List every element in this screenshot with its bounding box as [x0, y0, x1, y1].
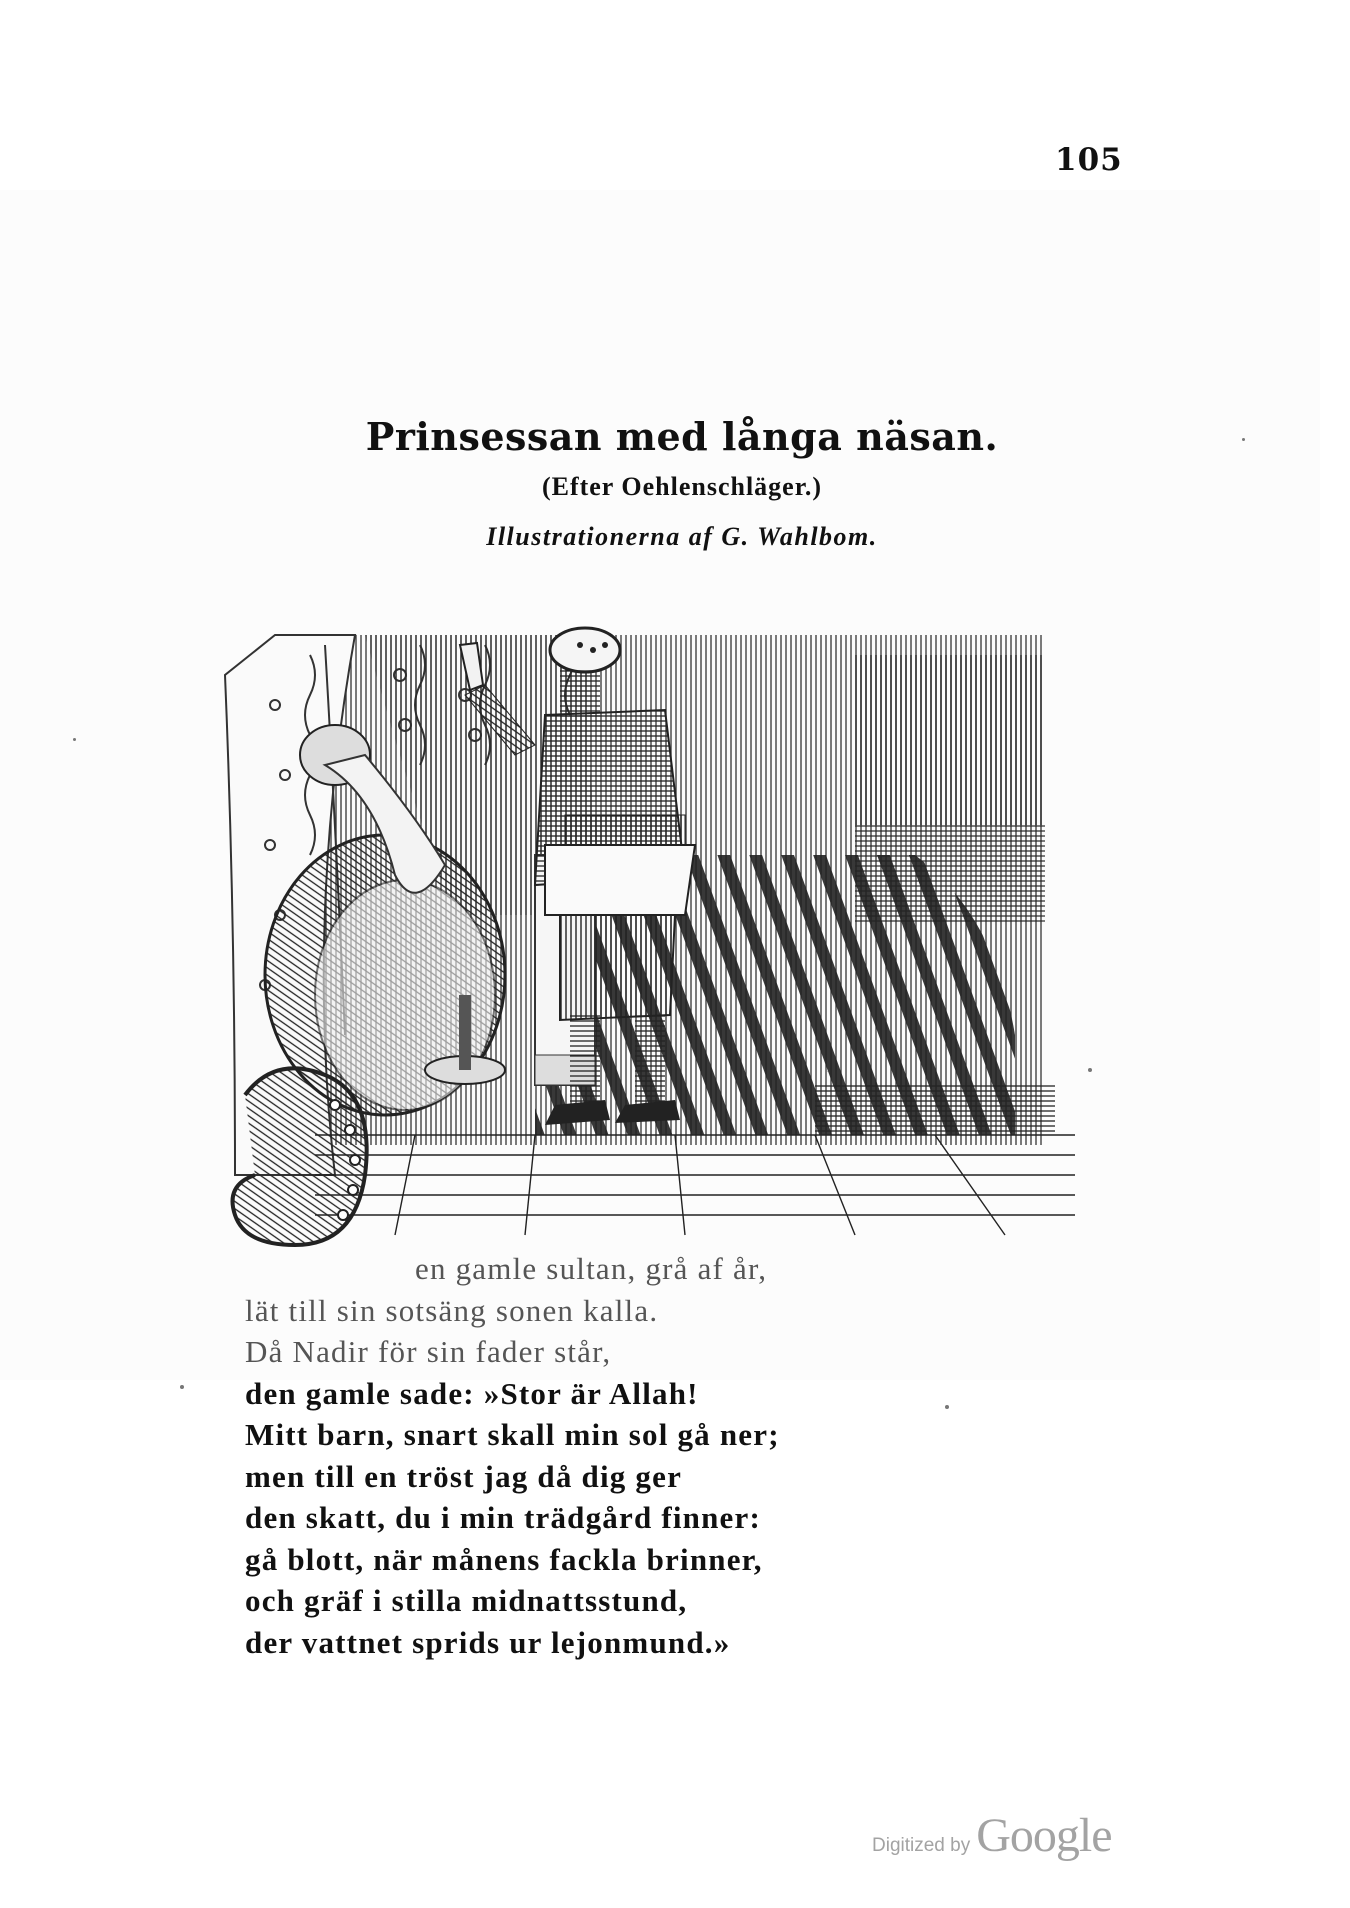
digitized-by-google-watermark — [872, 1808, 1112, 1863]
poem-stanza — [245, 1248, 780, 1663]
digitized-by-label: Digitized by — [872, 1835, 971, 1856]
poem-line: lät till sin sotsäng sonen kalla. — [245, 1292, 659, 1328]
poem-line: en gamle sultan, grå af år, — [415, 1251, 768, 1286]
woodcut-illustration — [215, 615, 1075, 1255]
scan-speck — [180, 1385, 184, 1389]
poem-line: Då Nadir för sin fader står, — [245, 1334, 612, 1369]
poem-line: och gräf i stilla midnattsstund, — [245, 1583, 688, 1618]
illustrator-credit: Illustrationerna af G. Wahlbom. — [486, 522, 878, 551]
scan-speck — [73, 738, 76, 741]
scan-speck — [945, 1405, 949, 1409]
poem-line: der vattnet sprids ur lejonmund.» — [245, 1624, 731, 1660]
scan-speck — [1242, 438, 1245, 441]
scan-speck — [1088, 1068, 1092, 1072]
poem-line: den gamle sade: »Stor är Allah! — [245, 1375, 699, 1411]
chapter-title: Prinsessan med långa näsan. — [365, 414, 999, 459]
poem-line: men till en tröst jag då dig ger — [245, 1458, 683, 1494]
poem-line: gå blott, när månens fackla brinner, — [245, 1541, 763, 1577]
poem-line: den skatt, du i min trädgård finner: — [245, 1500, 761, 1535]
page-number: 105 — [1055, 142, 1123, 178]
chapter-subtitle: (Efter Oehlenschläger.) — [541, 472, 823, 501]
poem-line: Mitt barn, snart skall min sol gå ner; — [245, 1417, 780, 1452]
google-logo: Google — [976, 1809, 1112, 1862]
